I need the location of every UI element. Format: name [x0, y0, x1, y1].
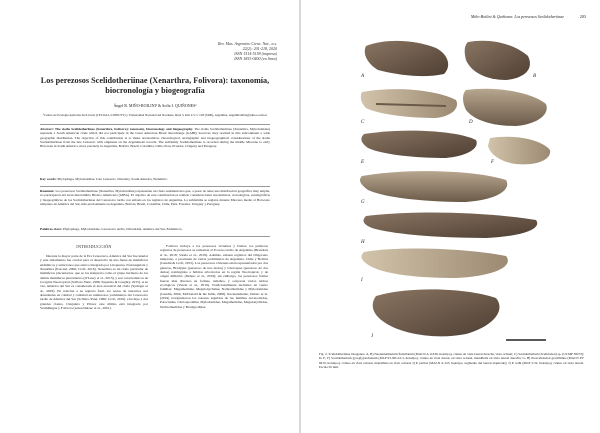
skull-specimen-e [361, 131, 476, 158]
mandible-specimen-f [488, 137, 550, 165]
panel-label-g: G [361, 200, 365, 205]
abstract-text: The sloths Scelidotheriinae (Xenarthra, Mylodontidae) represent a South American clade which did not participate in the Great American Biotic Interchange (GABI); however, they reached in this subcontinent a wide geographic distribution. The objective of this contribution is to make taxonomical, chronological, stratigraphic and biogeographical considerations of the sloths Scelidotheriinae from the late Cenozoic with emphasis on the Argentinean records. The subfamily Scelidotheriinae is recorded during the middle Miocene to early Holocene in South America, more precisely in Argentina, Bolivia, Brazil, Colombia, Chile, Peru, Ecuador, Uruguay and Paraguay. [40, 127, 270, 149]
divider [40, 186, 270, 187]
affiliation: ¹Centro de Ecología Aplicada del Litoral (CECOAL-CONICET) y Universidad Nacional del Nordeste, Ruta 5, Km 2.5 cc 128 (3400), Argentina. angelmboilini@yahoo.com.ar [43, 113, 267, 117]
panel-label-f: F [491, 160, 495, 165]
left-page [0, 0, 299, 433]
skull-specimen-c [361, 89, 457, 118]
journal-line-2: 22(2): 201-218, 2020 [242, 46, 277, 51]
abstract [40, 127, 270, 148]
panel-label-e: E [361, 160, 365, 165]
panel-label-a: A [361, 74, 365, 79]
keywords [40, 177, 270, 181]
panel-label-c: C [361, 120, 365, 125]
skull-specimen-a [365, 41, 448, 76]
panel-label-d: D [469, 120, 473, 125]
panel-label-j: J [371, 334, 374, 339]
running-header [301, 14, 600, 22]
abstract-label: Abstract: The sloths Scelidotheriinae (Xenarthra, Folivora): taxonomy, biocronology and biogeography. [40, 127, 194, 131]
page-number: 203 [579, 14, 586, 19]
divider [40, 236, 270, 237]
keywords-text: Phylophaga, Mylodontidae, Late Cenozoic, Diversity, South America, Endemics. [57, 177, 168, 181]
right-page [301, 0, 600, 433]
keywords-label: Key words: [40, 177, 57, 181]
resumen [40, 189, 270, 206]
palabras-label: Palabras clave: [40, 227, 63, 231]
article-title: Los perezosos Scelidotheriinae (Xenarthra, Folivora): taxonomía, biocronología y biogeografía [40, 76, 270, 95]
skull-specimen-i [362, 249, 508, 278]
skull-specimen-b [465, 41, 530, 80]
skull-specimen-d [463, 89, 547, 126]
figure-caption: Fig. 2. Scelidotheriinae Neogenos: A, B) Neonematherium flabellatum (MACN A 11636, holotipo), cráneo en vista lateral derecha, vista oclusal; C) Scelidotherium (Scelidodon) sp. (UCMP 38272); D, E, F) Scelidotherium gyroglyptodontum (MLP 93-XII-22-3, holotipo), cráneo en vista dorsal, en vista oclusal, mandíbula en vista lateral derecha; G, H) Proscelidodon gracillimus (MACN PV 8470, holotipo), cráneo en vista oclusal, mandíbula en vista oclusal; I) P. patrius (MACN A 225, holotipo, segmento del lateral izquierdo); J) P. rothi (MLP 3-32, holotipo), cráneo en vista lateral. Escala 50 mm. [319, 352, 584, 369]
journal-info [167, 41, 277, 61]
panel-label-h: H [361, 240, 365, 245]
paragraph: Folivora incluye a los perezosos vivientes y fósiles, los primeros registros de perezosos se remontan al Eoceno tardío de Argentina (Brandoni et al., 2018; Varela et al., 2019). Además, existen registros del Oligoceno temprano, a provienen de varias yacimientos de Argentina, Chile y Bolivia (Gaudin & Croft, 2015). Los perezosos vivientes están representados por dos géneros, Bradypus (perezoso de tres dedos) y Choloepus (perezoso de dos dedos) restringidos a hábitos arborícolas en la región Neotropical, y de origen difilético (Delsuc et al., 2019); sin embargo, los perezosos fósiles fueron más diversos en formas, tamaños, y ocuparon varios nichos ecológicos (Varela et al., 2019). Tradicionalmente incluidos en cuatro familias: Megatheriidae, Megalonychidae, Nothrotheriidae y Mylodontidae (Gaudin, 2004; McDonald & De Iuliis, 2008). Recientemente, Delsuc et al. (2019) reorganizaron los taxones seguidos de las familias Acratocnidae, Parocnidae, Choloepodidae, Mylodontidae, Megatheriidae, Megalonychidae, Nothrotheriidae y Bradypodidae. [160, 244, 268, 309]
running-title: Miño-Boilini & Quiñones: Los perezosos Scelidotheriinae [470, 14, 564, 19]
authors: Ángel R. MIÑO-BOILINI¹ & Sofía I. QUIÑONES¹ [113, 103, 197, 108]
paragraph: Durante la mayor parte de la Era Cenozoica, América del Sur fue insular y este aislamiento fue crucial para el desarrollo de una fauna de mamíferos endémicos y autóctonos que estuvo integrada por Litopterna, Notoungulata y Xenarthra (Pascual, 2006; Croft, 2016). Xenarthra es un clado particular de mamíferos placentarios, que se los interpreta como el grupo hermano de los demás mamíferos placentarios (O'Leary et al., 2013), y son característicos de la región Neotropical (Scillato-Yané, 1986; Superina & Loughry, 2015). A su vez, América del Sur es considerada el área ancestral del clado (Springer et al., 2003). En relación a su registro fósil, los restos de xenartros son abundantes en calidad y cantidad en numerosos yacimientos del Cenozoico tardío de América del Sur (Scillato-Yané, 1986; Croft, 2016). e incluye a dos grandes clados, Cingulata y Pilosa; este último está integrado por Vermilingua y Folivora (sensu Delsuc et al., 2001). [40, 254, 148, 311]
body-column-2 [160, 244, 268, 309]
journal-line-4: ISSN 1853-0400 (en línea) [234, 56, 277, 61]
skull-specimen-j [373, 289, 500, 336]
intro-heading: INTRODUCCIÓN [76, 244, 112, 249]
skull-specimen-g [360, 171, 507, 202]
palabras-text: Phylophaga, Mylodontidae, Cenozoico tardío, Diversidad, América del Sur, Endémicos. [63, 227, 183, 231]
resumen-text: Los perezosos Scelidotheriinae (Xenarthra, Mylodontidae) representan un clado sudamericano que, a pesar de tener una distribución geográfica muy amplia, no participaron del Gran Intercambio Biótico Americano (GIBA). El objetivo de esta contribución es realizar consideraciones taxonómicas, cronológicas, estratigráficas y biogeográficas de los Scelidotheriinae del Cenozoico tardío con énfasis en los registros de Argentina. La subfamilia se registra durante Mioceno medio al Holoceno temprano de América del Sur, más precisamente en Argentina, Bolivia, Brasil, Colombia, Chile, Perú, Ecuador, Uruguay y Paraguay. [40, 189, 270, 206]
panel-label-b: B [533, 74, 537, 79]
journal-line-3: ISSN 1514-5158 (impresa) [234, 51, 277, 56]
mandible-specimen-h [364, 213, 538, 238]
fossil-plate [356, 34, 556, 349]
resumen-label: Resumen: [40, 189, 55, 193]
divider [40, 124, 270, 125]
journal-line-1: Rev. Mus. Argentino Cienc. Nat., n.s. [217, 41, 277, 46]
body-column-1 [40, 254, 148, 310]
panel-label-i: I [361, 278, 363, 283]
palabras-clave [40, 227, 270, 231]
